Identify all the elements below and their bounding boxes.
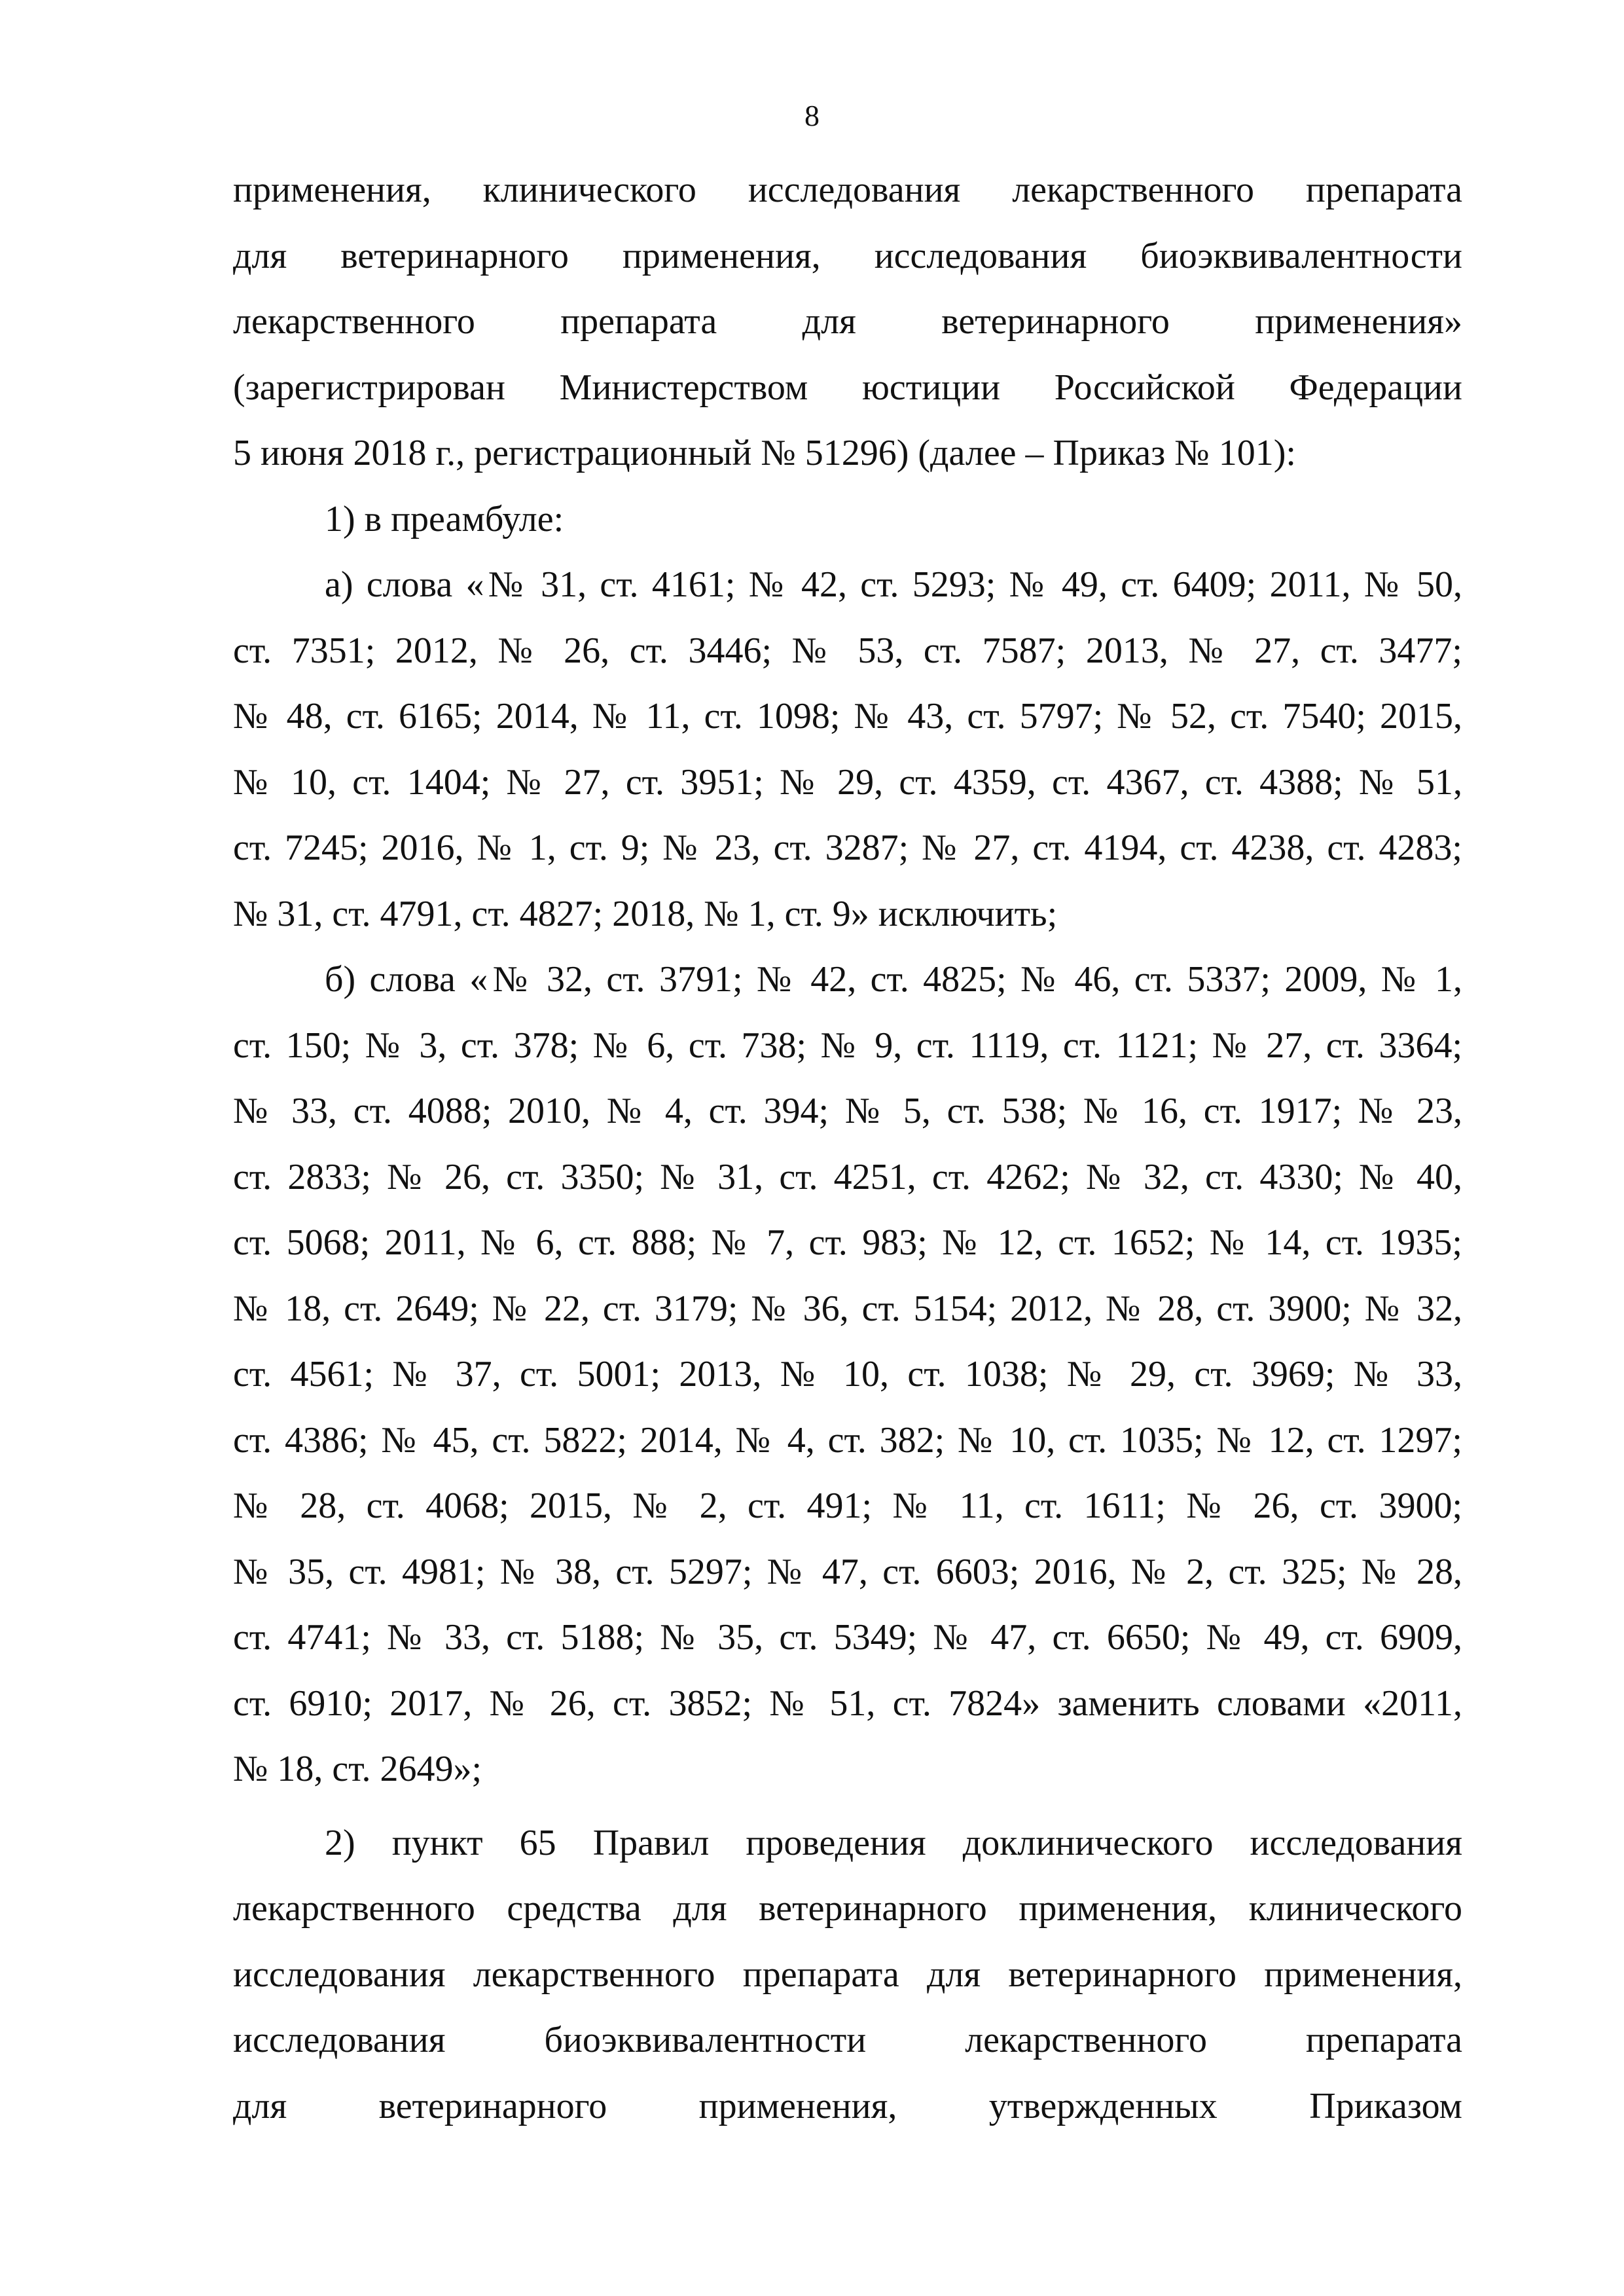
text-line: ст. 4561; № 37, ст. 5001; 2013, № 10, ст. 1038; № 29, ст. 3969; № 33, bbox=[233, 1354, 1462, 1394]
text-line: № 35, ст. 4981; № 38, ст. 5297; № 47, ст. 6603; 2016, № 2, ст. 325; № 28, bbox=[233, 1551, 1462, 1592]
paragraph-subitem-a bbox=[233, 552, 1462, 947]
text-line: ст. 2833; № 26, ст. 3350; № 31, ст. 4251, ст. 4262; № 32, ст. 4330; № 40, bbox=[233, 1156, 1462, 1197]
text-line: ст. 7245; 2016, № 1, ст. 9; № 23, ст. 3287; № 27, ст. 4194, ст. 4238, ст. 4283; bbox=[233, 828, 1462, 868]
text-line: № 31, ст. 4791, ст. 4827; 2018, № 1, ст. 9» исключить; bbox=[233, 893, 1058, 934]
text-line: № 18, ст. 2649; № 22, ст. 3179; № 36, ст. 5154; 2012, № 28, ст. 3900; № 32, bbox=[233, 1288, 1462, 1329]
document-body bbox=[233, 157, 1462, 2139]
text-line: № 28, ст. 4068; 2015, № 2, ст. 491; № 11, ст. 1611; № 26, ст. 3900; bbox=[233, 1485, 1462, 1526]
text-line: № 10, ст. 1404; № 27, ст. 3951; № 29, ст. 4359, ст. 4367, ст. 4388; № 51, bbox=[233, 761, 1462, 803]
text-line: лекарственного препарата для ветеринарного применения» bbox=[233, 301, 1462, 342]
text-line: 5 июня 2018 г., регистрационный № 51296) (далее – Приказ № 101): bbox=[233, 433, 1296, 473]
text-line: № 18, ст. 2649»; bbox=[233, 1749, 482, 1789]
text-line: (зарегистрирован Министерством юстиции Российской Федерации bbox=[233, 367, 1462, 408]
text-line: лекарственного средства для ветеринарного применения, клинического bbox=[233, 1888, 1462, 1929]
text-line: ст. 5068; 2011, № 6, ст. 888; № 7, ст. 983; № 12, ст. 1652; № 14, ст. 1935; bbox=[233, 1222, 1462, 1263]
text-line: № 48, ст. 6165; 2014, № 11, ст. 1098; № 43, ст. 5797; № 52, ст. 7540; 2015, bbox=[233, 696, 1462, 737]
text-line: ст. 150; № 3, ст. 378; № 6, ст. 738; № 9, ст. 1119, ст. 1121; № 27, ст. 3364; bbox=[233, 1025, 1462, 1066]
paragraph-subitem-b bbox=[233, 947, 1462, 1802]
paragraph-item-1 bbox=[233, 486, 1462, 553]
paragraph-item-2 bbox=[233, 1810, 1462, 2140]
text-line: ст. 6910; 2017, № 26, ст. 3852; № 51, ст. 7824» заменить словами «2011, bbox=[233, 1683, 1462, 1724]
text-line: 1) в преамбуле: bbox=[325, 498, 564, 539]
paragraph-continuation bbox=[233, 157, 1462, 486]
text-line: а) слова «№ 31, ст. 4161; № 42, ст. 5293; № 49, ст. 6409; 2011, № 50, bbox=[325, 564, 1462, 605]
text-line: ст. 7351; 2012, № 26, ст. 3446; № 53, ст. 7587; 2013, № 27, ст. 3477; bbox=[233, 630, 1462, 671]
page-number: 8 bbox=[804, 99, 820, 132]
text-line: ст. 4741; № 33, ст. 5188; № 35, ст. 5349; № 47, ст. 6650; № 49, ст. 6909, bbox=[233, 1617, 1462, 1658]
text-line: применения, клинического исследования лекарственного препарата bbox=[233, 170, 1462, 210]
text-line: исследования лекарственного препарата для ветеринарного применения, bbox=[233, 1954, 1462, 1995]
text-line: для ветеринарного применения, исследования биоэквивалентности bbox=[233, 235, 1462, 276]
text-line: б) слова «№ 32, ст. 3791; № 42, ст. 4825; № 46, ст. 5337; 2009, № 1, bbox=[325, 959, 1462, 1000]
text-line: для ветеринарного применения, утвержденных Приказом bbox=[233, 2085, 1462, 2126]
text-line: исследования биоэквивалентности лекарственного препарата bbox=[233, 2020, 1462, 2060]
text-line: № 33, ст. 4088; 2010, № 4, ст. 394; № 5, ст. 538; № 16, ст. 1917; № 23, bbox=[233, 1091, 1462, 1131]
text-line: 2) пункт 65 Правил проведения доклинического исследования bbox=[325, 1822, 1462, 1863]
text-line: ст. 4386; № 45, ст. 5822; 2014, № 4, ст. 382; № 10, ст. 1035; № 12, ст. 1297; bbox=[233, 1419, 1462, 1461]
